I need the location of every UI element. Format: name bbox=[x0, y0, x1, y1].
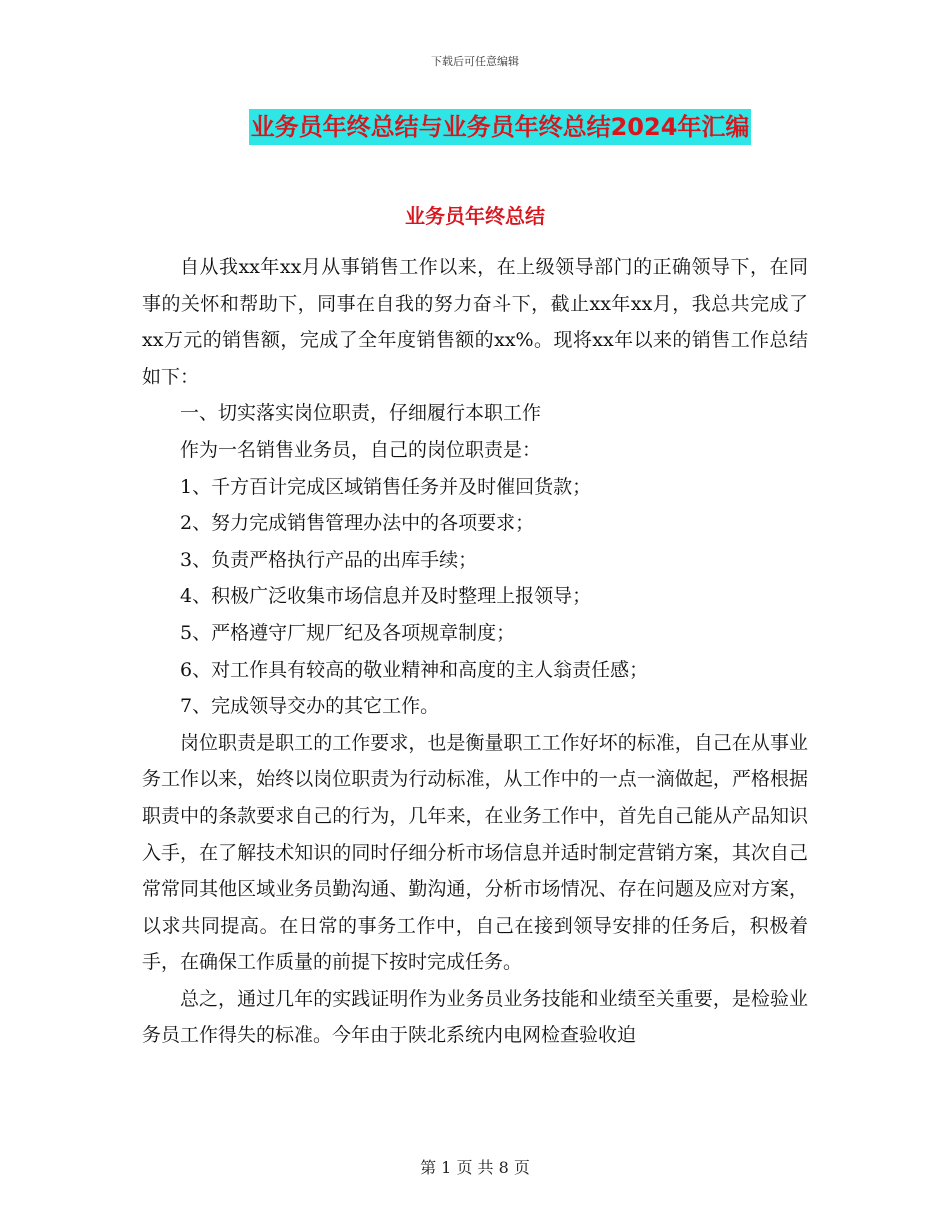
main-title-container bbox=[0, 109, 950, 145]
paragraph-duties-intro: 作为一名销售业务员，自己的岗位职责是： bbox=[180, 438, 542, 461]
duty-item-2: 2、努力完成销售管理办法中的各项要求； bbox=[180, 512, 535, 535]
duty-item-1: 1、千方百计完成区域销售任务并及时催回货款； bbox=[180, 475, 592, 498]
duty-item-7: 7、完成领导交办的其它工作。 bbox=[180, 695, 440, 718]
paragraph-summary: 总之，通过几年的实践证明作为业务员业务技能和业绩至关重要，是检验业务员工作得失的标准。今年由于陕北系统内电网检查验收迫 bbox=[142, 987, 808, 1047]
duty-item-6: 6、对工作具有较高的敬业精神和高度的主人翁责任感； bbox=[180, 658, 649, 681]
page-footer: 第 1 页 共 8 页 bbox=[420, 1158, 530, 1177]
paragraph-duties-body: 岗位职责是职工的工作要求，也是衡量职工工作好坏的标准，自己在从事业务工作以来，始终以岗位职责为行动标准，从工作中的一点一滴做起，严格根据职责中的条款要求自己的行为，几年来，在业务工作中，首先自己能从产品知识入手，在了解技术知识的同时仔细分析市场信息并适时制定营销方案，其次自己常常同其他区域业务员勤沟通、勤沟通，分析市场情况、存在问题及应对方案，以求共同提高。在日常的事务工作中，自己在接到领导安排的任务后，积极着手，在确保工作质量的前提下按时完成任务。 bbox=[142, 731, 808, 974]
paragraph-intro: 自从我xx年xx月从事销售工作以来，在上级领导部门的正确领导下，在同事的关怀和帮助下，同事在自我的努力奋斗下，截止xx年xx月，我总共完成了xx万元的销售额，完成了全年度销售额的xx%。现将xx年以来的销售工作总结如下： bbox=[142, 256, 808, 388]
document-body bbox=[142, 249, 808, 1054]
duty-item-3: 3、负责严格执行产品的出库手续； bbox=[180, 548, 478, 571]
paragraph-heading-one: 一、切实落实岗位职责，仔细履行本职工作 bbox=[180, 402, 542, 425]
section-title: 业务员年终总结 bbox=[405, 204, 545, 228]
main-title: 业务员年终总结与业务员年终总结2024年汇编 bbox=[249, 109, 752, 145]
duty-item-4: 4、积极广泛收集市场信息并及时整理上报领导； bbox=[180, 585, 592, 608]
header-note: 下载后可任意编辑 bbox=[431, 55, 519, 68]
duty-item-5: 5、严格遵守厂规厂纪及各项规章制度； bbox=[180, 621, 516, 644]
